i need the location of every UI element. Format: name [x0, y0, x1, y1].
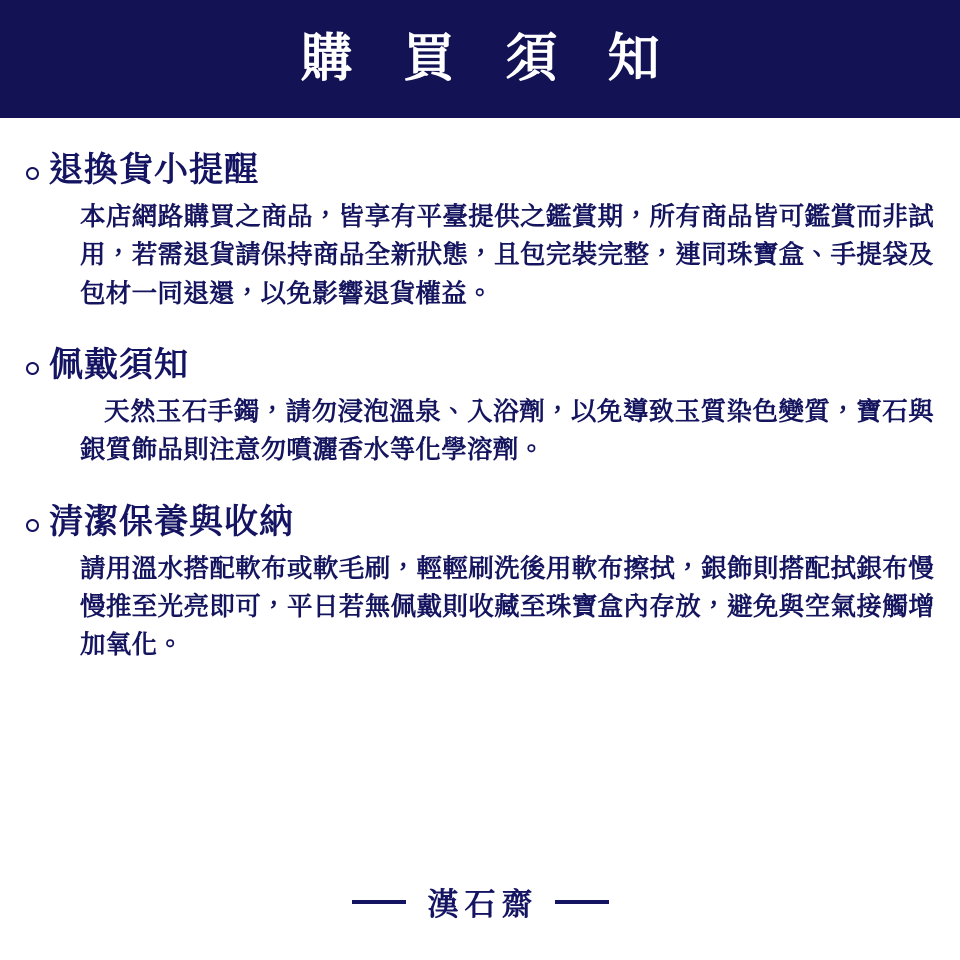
section-body: 天然玉石手鐲，請勿浸泡溫泉、入浴劑，以免導致玉質染色變質，寶石與銀質飾品則注意勿噴灑香水等化學溶劑。 [80, 398, 934, 465]
brand-footer [0, 879, 960, 924]
section-heading-row [26, 500, 934, 544]
section-heading-row [26, 148, 934, 192]
footer-rule-right [555, 900, 609, 904]
section-heading-row [26, 343, 934, 387]
page-title: 購 買 須 知 [300, 30, 678, 88]
section-title: 佩戴須知 [49, 345, 189, 384]
notice-section-wearing [26, 343, 934, 470]
circle-bullet-icon [26, 519, 39, 532]
footer-rule-left [352, 900, 406, 904]
notice-content [0, 118, 960, 665]
section-body: 本店網路購買之商品，皆享有平臺提供之鑑賞期，所有商品皆可鑑賞而非試用，若需退貨請保持商品全新狀態，且包完裝完整，連同珠寶盒、手提袋及包材一同退還，以免影響退貨權益。 [80, 203, 934, 308]
section-title: 退換貨小提醒 [49, 151, 259, 189]
notice-section-return [26, 148, 934, 313]
circle-bullet-icon [26, 167, 39, 180]
brand-name: 漢石齋 [427, 887, 539, 922]
section-title: 清潔保養與收納 [49, 502, 294, 541]
notice-section-care [26, 500, 934, 665]
circle-bullet-icon [26, 362, 39, 375]
section-body: 請用溫水搭配軟布或軟毛刷，輕輕刷洗後用軟布擦拭，銀飾則搭配拭銀布慢慢推至光亮即可，平日若無佩戴則收藏至珠寶盒內存放，避免與空氣接觸增加氧化。 [80, 554, 934, 660]
page-header-band [0, 0, 960, 118]
